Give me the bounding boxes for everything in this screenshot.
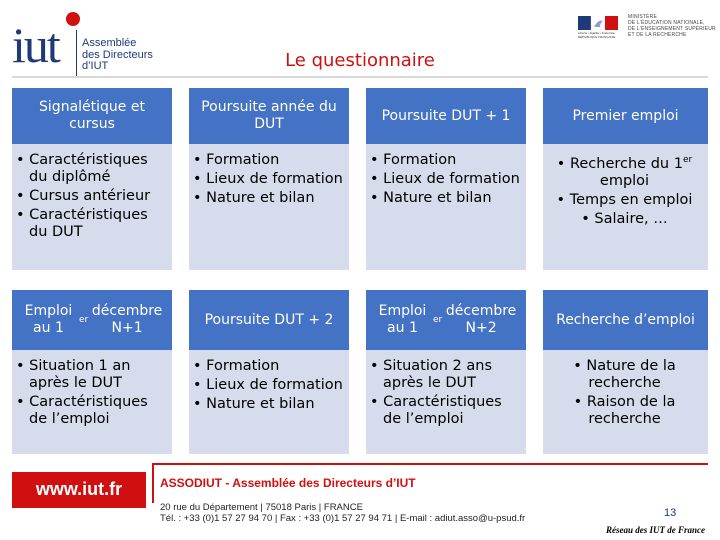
list-item: • Lieux de formation [370,171,520,188]
list-item: • Nature et bilan [193,190,343,207]
list-item: • Caractéristiques du diplômé [16,152,166,186]
ministry-line-1: MINISTÈRE [628,14,658,20]
page-number: 13 [664,507,677,519]
footer-address [160,502,525,524]
network-tagline: Réseau des IUT de France [606,525,705,535]
header-cell-emploi-n2: Emploi au 1 er décembre N+2 [366,290,526,350]
list-item: • Lieux de formation [193,171,343,188]
website-underline [12,506,146,508]
ministry-line-3: DE L’ENSEIGNEMENT SUPÉRIEUR [628,26,716,32]
ministry-line-4: ET DE LA RECHERCHE [628,32,687,38]
logo-line-1: Assemblée [82,37,137,49]
footer-org-name: ASSODIUT - Assemblée des Directeurs d’IUT [160,476,416,490]
ministry-republic-line: RÉPUBLIQUE FRANÇAISE [578,34,616,39]
list-item: • Cursus antérieur [16,188,166,205]
logo-line-2: des Directeurs [82,48,153,61]
header-cell-emploi-n1: Emploi au 1 er décembre N+1 [12,290,172,350]
list-item: • Nature de la recherche [547,358,702,392]
ministry-logo [578,14,718,44]
header-cell-poursuite-dut1: Poursuite DUT + 1 [366,88,526,144]
list-item: • Temps en emploi [547,192,702,209]
list-item: • Formation [193,358,343,375]
header-cell-poursuite-annee: Poursuite année du DUT [189,88,349,144]
body-cell-recherche-emploi [543,350,708,454]
header-cell-recherche-emploi: Recherche d’emploi [543,290,708,350]
list-item: • Caractéristiques de l’emploi [16,394,166,428]
footer-bracket [152,463,154,503]
footer-contact-line: Tél. : +33 (0)1 57 27 94 70 | Fax : +33 (0)1 57 27 94 71 | E-mail : adiut.asso@u-psud.fr [160,513,526,524]
list-item: • Nature et bilan [193,396,343,413]
list-item: • Salaire, … [547,211,702,228]
list-item: • Formation [370,152,520,169]
list-item: • Caractéristiques de l’emploi [370,394,520,428]
ministry-line-2: DE L’ÉDUCATION NATIONALE, [628,20,705,26]
body-cell-poursuite-dut1 [366,144,526,270]
list-item: • Caractéristiques du DUT [16,207,166,241]
body-cell-signaletique [12,144,172,270]
title-divider [12,76,708,78]
ministry-motto [578,32,622,39]
logo-dot-icon [64,10,82,28]
ministry-motto-line: Liberté • Égalité • Fraternité [578,31,615,35]
logo-iut-text: iut [12,17,59,73]
page-title: Le questionnaire [285,50,435,71]
body-cell-premier-emploi [543,144,708,270]
list-item: • Nature et bilan [370,190,520,207]
list-item: • Situation 2 ans après le DUT [370,358,520,392]
website-link[interactable]: www.iut.fr [12,472,146,506]
marianne-flag-icon [578,16,618,30]
ministry-name [628,14,716,38]
header-cell-premier-emploi: Premier emploi [543,88,708,144]
footer-divider [152,463,708,465]
list-item: • Raison de la recherche [547,394,702,428]
body-cell-poursuite-dut2 [189,350,349,454]
header-cell-signaletique: Signalétique et cursus [12,88,172,144]
logo-line-3: d’IUT [82,60,109,72]
body-cell-poursuite-annee [189,144,349,270]
body-cell-emploi-n1 [12,350,172,454]
footer-address-line: 20 rue du Département | 75018 Paris | FRANCE [160,502,363,513]
list-item: • Recherche du 1er emploi [547,152,702,190]
list-item: • Situation 1 an après le DUT [16,358,166,392]
list-item: • Lieux de formation [193,377,343,394]
body-cell-emploi-n2 [366,350,526,454]
list-item: • Formation [193,152,343,169]
header-cell-poursuite-dut2: Poursuite DUT + 2 [189,290,349,350]
